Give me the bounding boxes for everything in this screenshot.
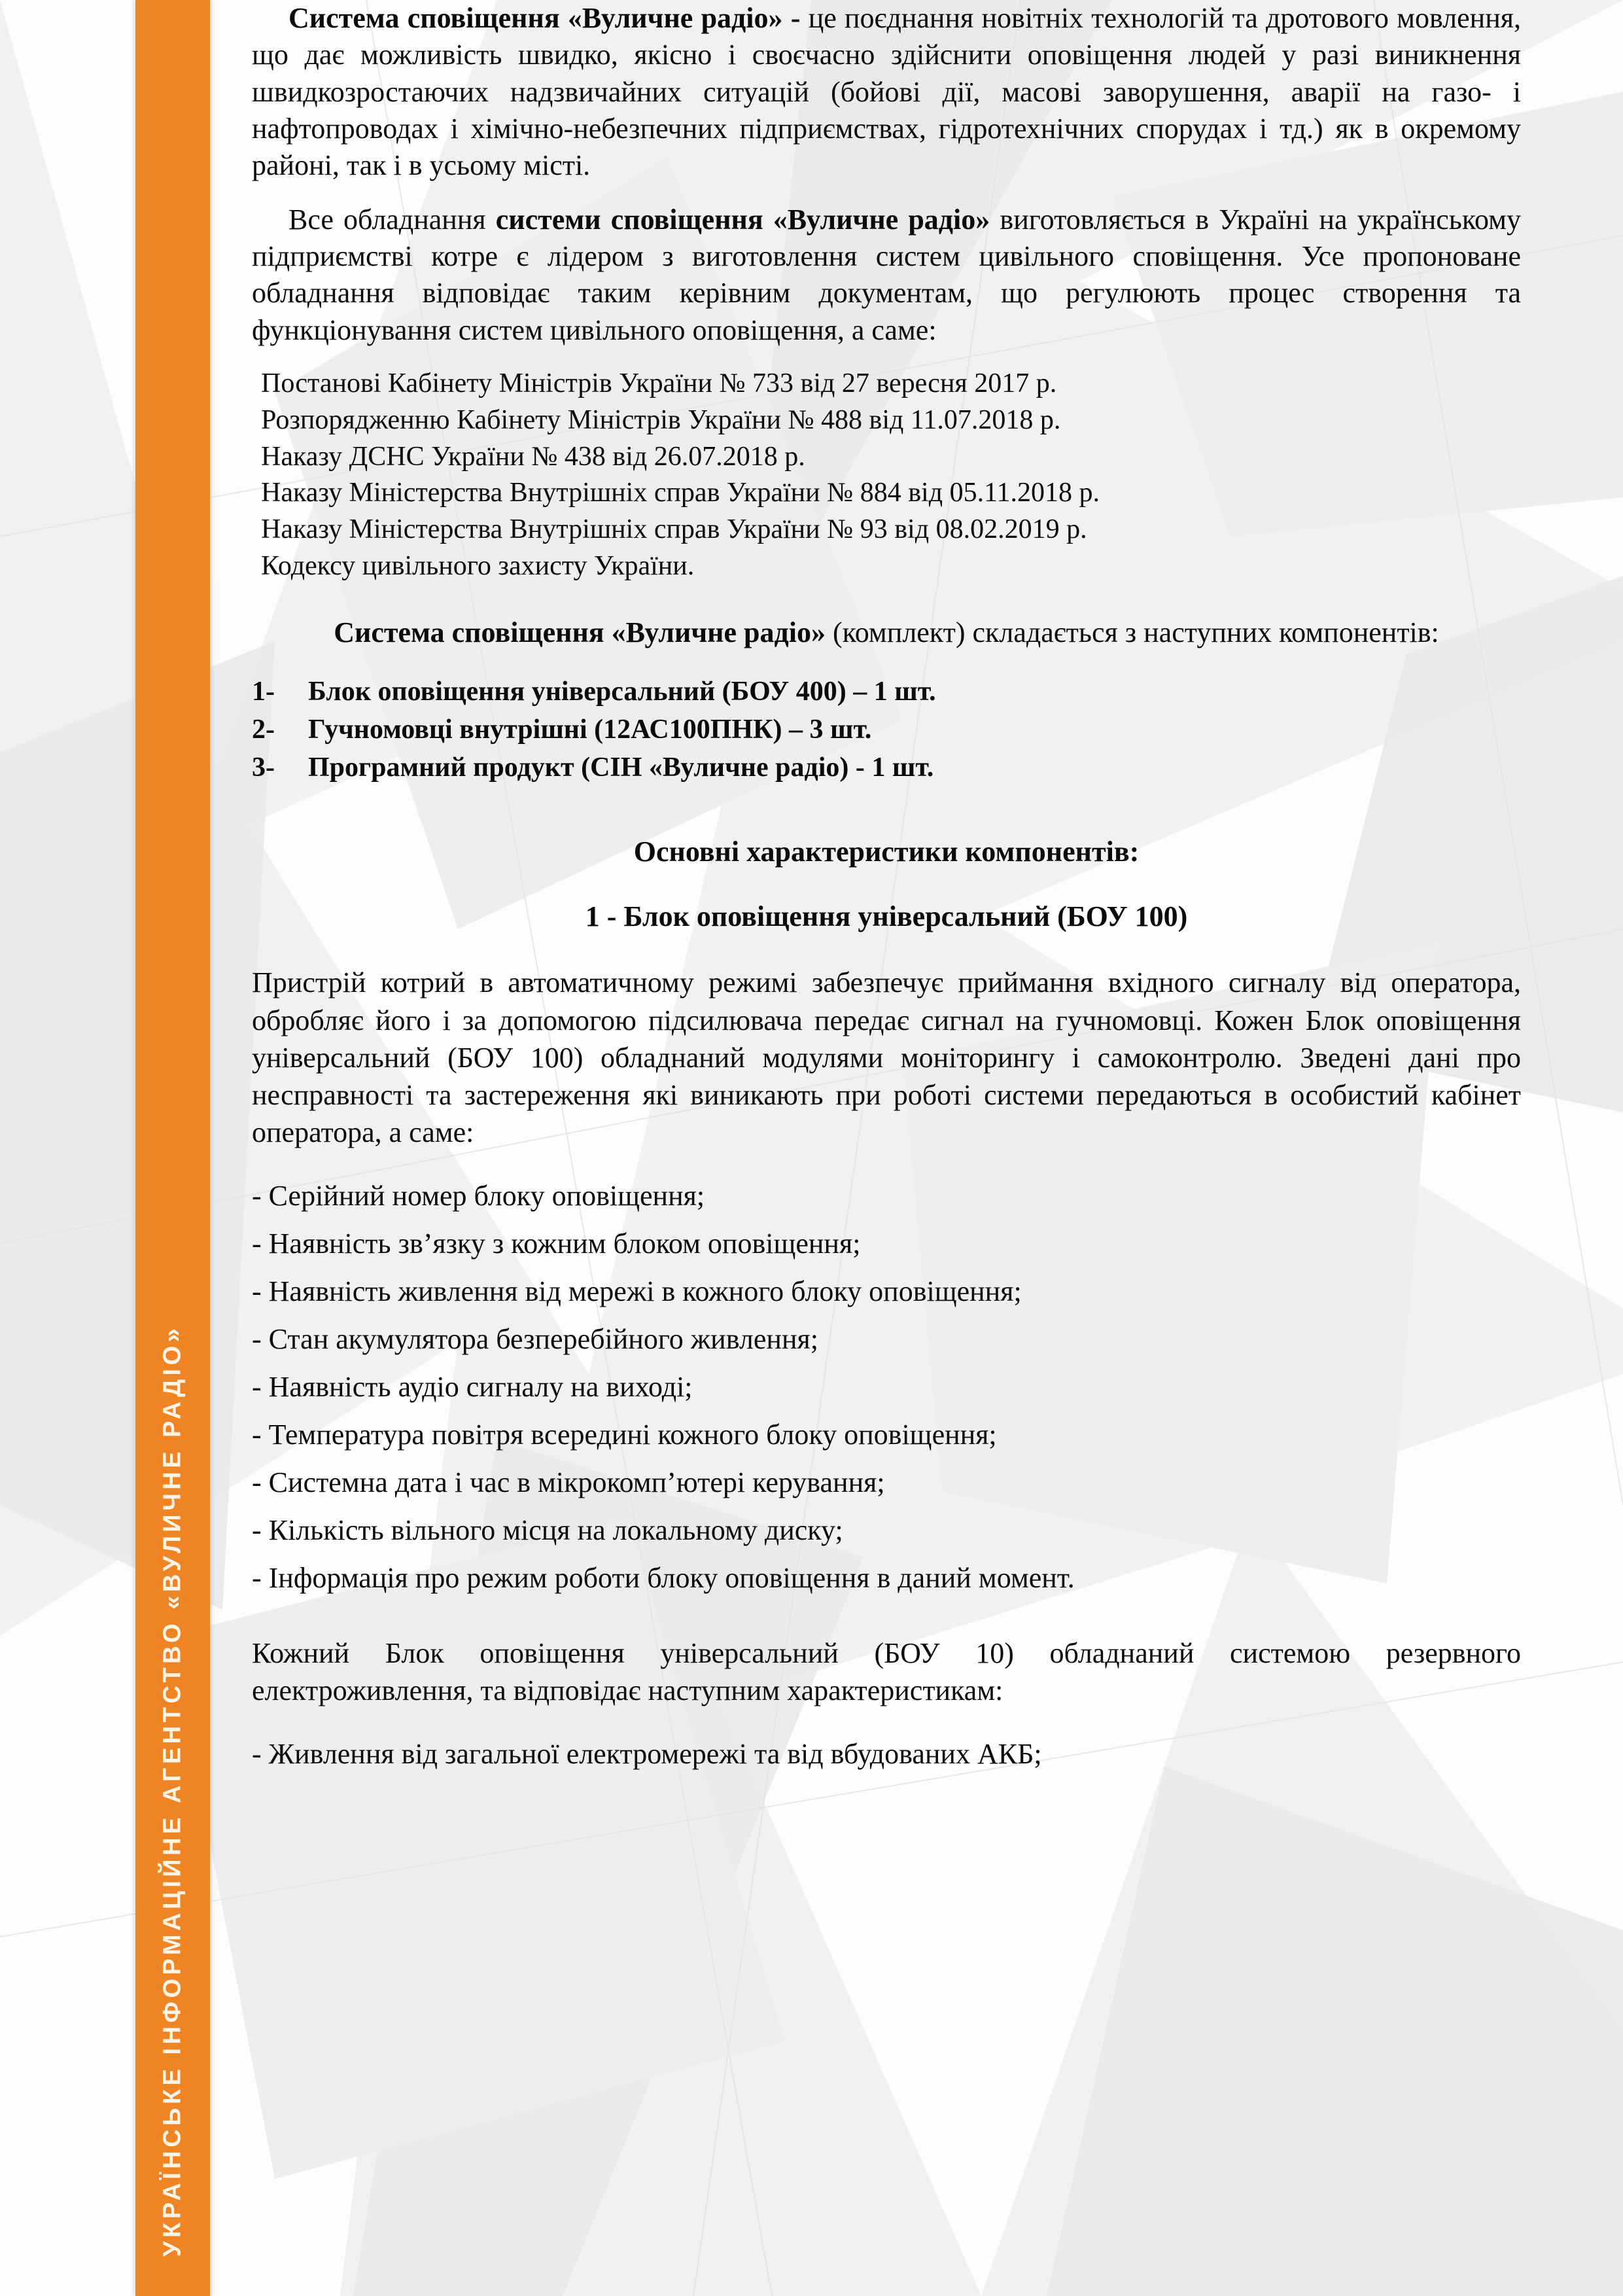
specs-item-title: 1 - Блок оповіщення універсальний (БОУ 100) [585, 900, 1188, 933]
legal-act-item: Кодексу цивільного захисту України. [261, 551, 695, 582]
kit-heading-rest: (комплект) складається з наступних компонентів: [825, 616, 1439, 648]
power-item: - Живлення від загальної електромережі та від вбудованих АКБ; [252, 1738, 1042, 1771]
kit-component-row [252, 749, 1521, 787]
legal-acts-list [252, 366, 1521, 585]
document-content [252, 0, 1521, 1774]
legal-act-item: Розпорядженню Кабінету Міністрів України № 488 від 11.07.2018 р. [261, 404, 1061, 435]
brand-sidebar [135, 0, 210, 2296]
intro-body: це поєднання новітніх технологій та дротового мовлення, що дає можливість швидко, якісно і своєчасно здійснити оповіщення людей у разі виникнення швидкозростаючих надзвичайних ситуацій (бойові дії, масові заворушення, аварії на газо- і нафтопроводах і хімічно-небезпечних підприємствах, гідротехнічних спорудах і тд.) як в окремому районі, так і в усьому місті. [252, 2, 1521, 182]
monitored-item: - Температура повітря всередині кожного блоку оповіщення; [252, 1419, 997, 1451]
power-paragraph: Кожний Блок оповіщення універсальний (БОУ 10) обладнаний системою резервного електроживлення, та відповідає наступним характеристикам: [252, 1636, 1521, 1707]
manufacture-part2: виготовляється в Україні на українському підприємстві котре є лідером з виготовлення систем цивільного сповіщення. Усе пропоноване обладнання відповідає таким керівним документам, що регулюють процес створення та функціонування систем цивільного оповіщення, а саме: [252, 203, 1522, 346]
monitored-item: - Кількість вільного місця на локальному диску; [252, 1514, 843, 1546]
kit-component-number: 3- [252, 752, 275, 783]
specs-description: Пристрій котрий в автоматичному режимі забезпечує приймання вхідного сигналу від оператора, обробляє його і за допомогою підсилювача передає сигнал на гучномовці. Кожен Блок оповіщення універсальний (БОУ 100) обладнаний модулями моніторингу і самоконтролю. Зведені дані про несправності та застереження які виникають при роботі системи передаються в особистий кабінет оператора, а саме: [252, 966, 1521, 1149]
kit-component-row [252, 673, 1521, 711]
brand-sidebar-label: УКРАЇНСЬКЕ ІНФОРМАЦІЙНЕ АГЕНТСТВО «ВУЛИЧНЕ РАДІО» [158, 1324, 186, 2257]
monitored-item: - Наявність живлення від мережі в кожного блоку оповіщення; [252, 1275, 1022, 1308]
kit-components-list [252, 673, 1521, 787]
legal-act-item: Наказу ДСНС України № 438 від 26.07.2018 р. [261, 441, 805, 472]
legal-act-item: Наказу Міністерства Внутрішніх справ України № 93 від 08.02.2019 р. [261, 514, 1087, 545]
kit-component-number: 1- [252, 677, 275, 707]
manufacture-bold: системи сповіщення «Вуличне радіо» [495, 203, 990, 236]
kit-heading [252, 614, 1521, 651]
intro-lead: Система сповіщення «Вуличне радіо» - [288, 2, 809, 34]
kit-component-label: Програмний продукт (СІН «Вуличне радіо) - 1 шт. [308, 752, 934, 783]
manufacture-part1: Все обладнання [288, 203, 496, 236]
kit-component-label: Блок оповіщення універсальний (БОУ 400) – 1 шт. [308, 677, 936, 707]
monitored-item: - Наявність зв’язку з кожним блоком оповіщення; [252, 1227, 861, 1260]
monitored-item: - Наявність аудіо сигналу на виході; [252, 1371, 693, 1404]
monitored-items-list [252, 1177, 1521, 1598]
kit-component-row [252, 711, 1521, 749]
monitored-item: - Стан акумулятора безперебійного живлення; [252, 1323, 818, 1356]
manufacture-paragraph [252, 202, 1521, 349]
monitored-item: - Системна дата і час в мікрокомп’ютері керування; [252, 1466, 885, 1499]
kit-component-label: Гучномовці внутрішні (12АС100ПНК) – 3 шт. [308, 715, 872, 745]
monitored-item: - Серійний номер блоку оповіщення; [252, 1180, 705, 1212]
monitored-item: - Інформація про режим роботи блоку оповіщення в даний момент. [252, 1561, 1075, 1594]
intro-paragraph [252, 0, 1521, 185]
kit-component-number: 2- [252, 715, 275, 745]
legal-act-item: Постанові Кабінету Міністрів України № 733 від 27 вересня 2017 р. [261, 368, 1057, 398]
legal-act-item: Наказу Міністерства Внутрішніх справ України № 884 від 05.11.2018 р. [261, 478, 1100, 508]
specs-section-title: Основні характеристики компонентів: [633, 836, 1140, 868]
kit-heading-bold: Система сповіщення «Вуличне радіо» [334, 616, 826, 648]
